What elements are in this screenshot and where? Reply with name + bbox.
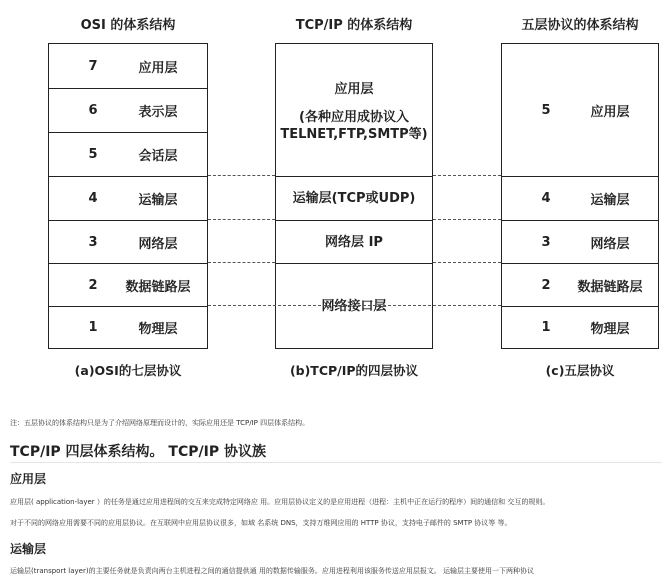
tcpip-app-desc-1: (各种应用成协议入 (299, 110, 409, 125)
osi-layer-label: 物理层 (138, 322, 178, 337)
osi-layer-2 (49, 263, 207, 306)
five-layer-2 (502, 263, 658, 306)
tcpip-network-layer (276, 220, 432, 263)
dashed-connector (433, 175, 501, 176)
tcpip-application-layer (276, 44, 432, 176)
five-layer-num: 5 (541, 102, 551, 118)
osi-layer-num: 1 (88, 320, 98, 335)
osi-layer-label: 运输层 (138, 193, 178, 208)
five-layer-label: 网络层 (590, 236, 630, 252)
osi-layer-num: 5 (88, 147, 98, 162)
osi-layer-7 (49, 44, 207, 88)
osi-layer-num: 7 (88, 58, 98, 74)
osi-title: OSI 的体系结构 (80, 18, 176, 33)
dashed-connector (208, 305, 501, 306)
osi-layer-5 (49, 132, 207, 176)
section-paragraph-line: 对于不同的网络应用需要不同的应用层协议。在互联网中应用层协议很多，如域 名系统 DNS，支持万维网应用的 HTTP 协议，支持电子邮件的 SMTP 协议等 等。 (10, 519, 512, 527)
heading-divider (10, 462, 662, 463)
section-title-application: 应用层 (10, 472, 47, 486)
tcpip-title: TCP/IP 的体系结构 (295, 18, 413, 33)
architecture-note: 注：五层协议的体系结构只是为了介绍网络原理而设计的，实际应用还是 TCP/IP 四层体系结构。 (10, 419, 310, 427)
five-title: 五层协议的体系结构 (521, 18, 639, 33)
osi-layer-num: 3 (88, 234, 98, 250)
osi-layer-num: 2 (88, 277, 98, 293)
five-layer-label: 运输层 (590, 193, 630, 208)
five-layer-3 (502, 220, 658, 263)
tcpip-app-desc-2: TELNET,FTP,SMTP等) (280, 127, 428, 142)
tcpip-transport-layer (276, 176, 432, 220)
five-layer-label: 应用层 (590, 104, 630, 120)
dashed-connector (433, 262, 501, 263)
five-layer-num: 1 (541, 320, 551, 335)
five-layer-4 (502, 176, 658, 220)
dashed-connector (208, 219, 275, 220)
osi-layer-4 (49, 176, 207, 220)
tcpip-interface-label: 网络接口层 (321, 298, 387, 314)
five-layer-label: 物理层 (590, 322, 630, 337)
osi-caption: (a)OSI的七层协议 (74, 363, 182, 378)
tcpip-stack (275, 43, 433, 349)
five-layer-num: 3 (541, 234, 551, 250)
osi-layer-label: 网络层 (138, 236, 178, 252)
five-layer-1 (502, 306, 658, 348)
dashed-connector (208, 262, 275, 263)
tcpip-app-title: 应用层 (334, 82, 374, 97)
five-caption: (c)五层协议 (545, 363, 615, 378)
dashed-connector (208, 175, 275, 176)
section-paragraph-line: 运输层(transport layer)的主要任务就是负责向两台主机进程之间的通信提供通 用的数据传输服务。应用进程利用该服务传送应用层报文。 运输层主要使用一下两种协议 (10, 567, 535, 575)
section-paragraph-line: 应用层( application-layer ）的任务是通过应用进程间的交互来完成特定网络应 用。应用层协议定义的是应用进程（进程：主机中正在运行的程序）间的通信和 交互的规则。 (10, 498, 550, 506)
osi-stack (48, 43, 208, 349)
osi-layer-num: 6 (88, 103, 98, 118)
osi-layer-label: 应用层 (138, 60, 178, 76)
five-layer-5 (502, 44, 658, 176)
osi-layer-label: 会话层 (138, 149, 178, 164)
five-stack (501, 43, 659, 349)
osi-layer-label: 数据链路层 (125, 279, 191, 295)
tcpip-transport-label: 运输层(TCP或UDP) (292, 191, 416, 206)
osi-layer-label: 表示层 (138, 105, 178, 120)
article-heading: TCP/IP 四层体系结构。 TCP/IP 协议族 (10, 444, 266, 460)
osi-layer-1 (49, 306, 207, 348)
five-layer-num: 2 (541, 277, 551, 293)
osi-layer-num: 4 (88, 191, 98, 206)
tcpip-network-label: 网络层 IP (325, 234, 383, 250)
osi-layer-6 (49, 88, 207, 132)
osi-layer-3 (49, 220, 207, 263)
five-layer-num: 4 (541, 191, 551, 206)
tcpip-caption: (b)TCP/IP的四层协议 (289, 363, 419, 378)
section-title-transport: 运输层 (10, 542, 47, 556)
five-layer-label: 数据链路层 (577, 279, 643, 295)
dashed-connector (433, 219, 501, 220)
